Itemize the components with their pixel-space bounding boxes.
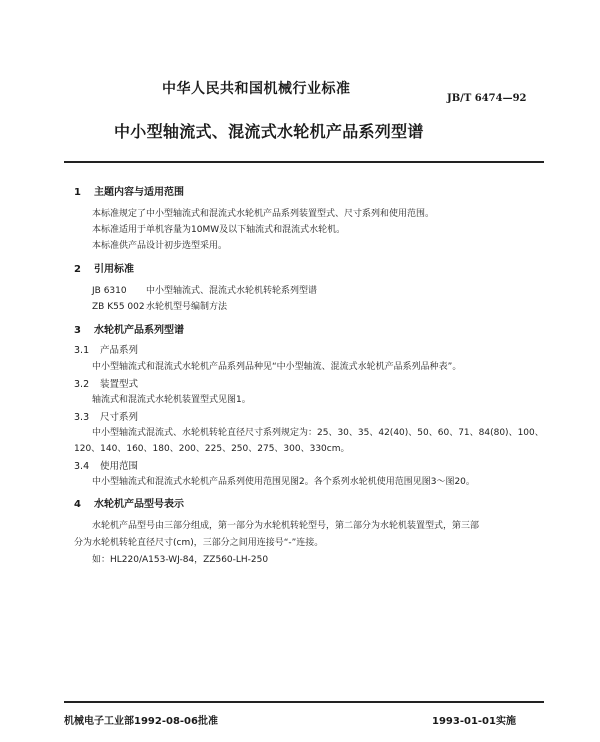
subsection-title: 使用范围 — [100, 461, 139, 472]
reference-title: 中小型轴流式、混流式水轮机转轮系列型谱 — [146, 286, 318, 296]
paragraph: 中小型轴流式和混流式水轮机产品系列使用范围见图2。各个系列水轮机使用范围见图3～图20。 — [92, 477, 475, 487]
section-title: 引用标准 — [94, 264, 134, 275]
section-3-heading — [74, 321, 184, 336]
paragraph: 本标准适用于单机容量为10MW及以下轴流式和混流式水轮机。 — [92, 225, 346, 235]
paragraph: 本标准规定了中小型轴流式和混流式水轮机产品系列装置型式、尺寸系列和使用范围。 — [92, 209, 435, 219]
document-title: 中小型轴流式、混流式水轮机产品系列型谱 — [114, 122, 424, 141]
reference-item — [92, 283, 317, 296]
paragraph: 分为水轮机转轮直径尺寸(cm)，三部分之间用连接号“-”连接。 — [74, 538, 324, 548]
approval-date: 机械电子工业部1992-08-06批准 — [64, 716, 218, 727]
paragraph: 120、140、160、180、200、225、250、275、300、330cm。 — [74, 444, 350, 454]
paragraph: 中小型轴流式和混流式水轮机产品系列品种见“中小型轴流、混流式水轮机产品系列品种表”。 — [92, 362, 462, 372]
subsection-number: 3.2 — [74, 379, 90, 390]
subsection-heading — [74, 458, 138, 472]
header-rule — [64, 161, 544, 163]
subsection-number: 3.1 — [74, 345, 90, 356]
section-title: 水轮机产品型号表示 — [94, 499, 184, 510]
paragraph: 本标准供产品设计初步选型采用。 — [92, 241, 228, 251]
subsection-number: 3.3 — [74, 412, 90, 423]
issuing-organization: 中华人民共和国机械行业标准 — [162, 81, 351, 97]
section-title: 水轮机产品系列型谱 — [94, 325, 184, 336]
reference-code: JB 6310 — [92, 286, 127, 296]
paragraph: 轴流式和混流式水轮机装置型式见图1。 — [92, 395, 251, 405]
section-1-heading — [74, 183, 184, 198]
effective-date: 1993-01-01实施 — [432, 716, 516, 727]
paragraph: 中小型轴流式混流式、水轮机转轮直径尺寸系列规定为：25、30、35、42(40)、50、60、71、84(80)、100、 — [92, 428, 544, 438]
subsection-title: 产品系列 — [100, 345, 139, 356]
paragraph: 水轮机产品型号由三部分组成，第一部分为水轮机转轮型号，第二部分为水轮机装置型式，第三部 — [92, 521, 480, 531]
section-number: 3 — [74, 325, 81, 336]
reference-code: ZB K55 002 — [92, 302, 145, 312]
footer-rule — [64, 701, 544, 703]
subsection-heading — [74, 342, 138, 356]
reference-title: 水轮机型号编制方法 — [146, 302, 228, 312]
section-number: 1 — [74, 187, 81, 198]
subsection-heading — [74, 409, 138, 423]
standard-code: JB/T 6474—92 — [447, 93, 527, 104]
section-number: 4 — [74, 499, 81, 510]
section-4-heading — [74, 495, 184, 510]
section-number: 2 — [74, 264, 81, 275]
section-title: 主题内容与适用范围 — [94, 187, 184, 198]
subsection-title: 尺寸系列 — [100, 412, 139, 423]
section-2-heading — [74, 260, 134, 275]
subsection-number: 3.4 — [74, 461, 90, 472]
subsection-heading — [74, 376, 138, 390]
paragraph: 如：HL220/A153-WJ-84，ZZ560-LH-250 — [92, 555, 269, 565]
reference-item — [92, 299, 227, 312]
subsection-title: 装置型式 — [100, 379, 139, 390]
